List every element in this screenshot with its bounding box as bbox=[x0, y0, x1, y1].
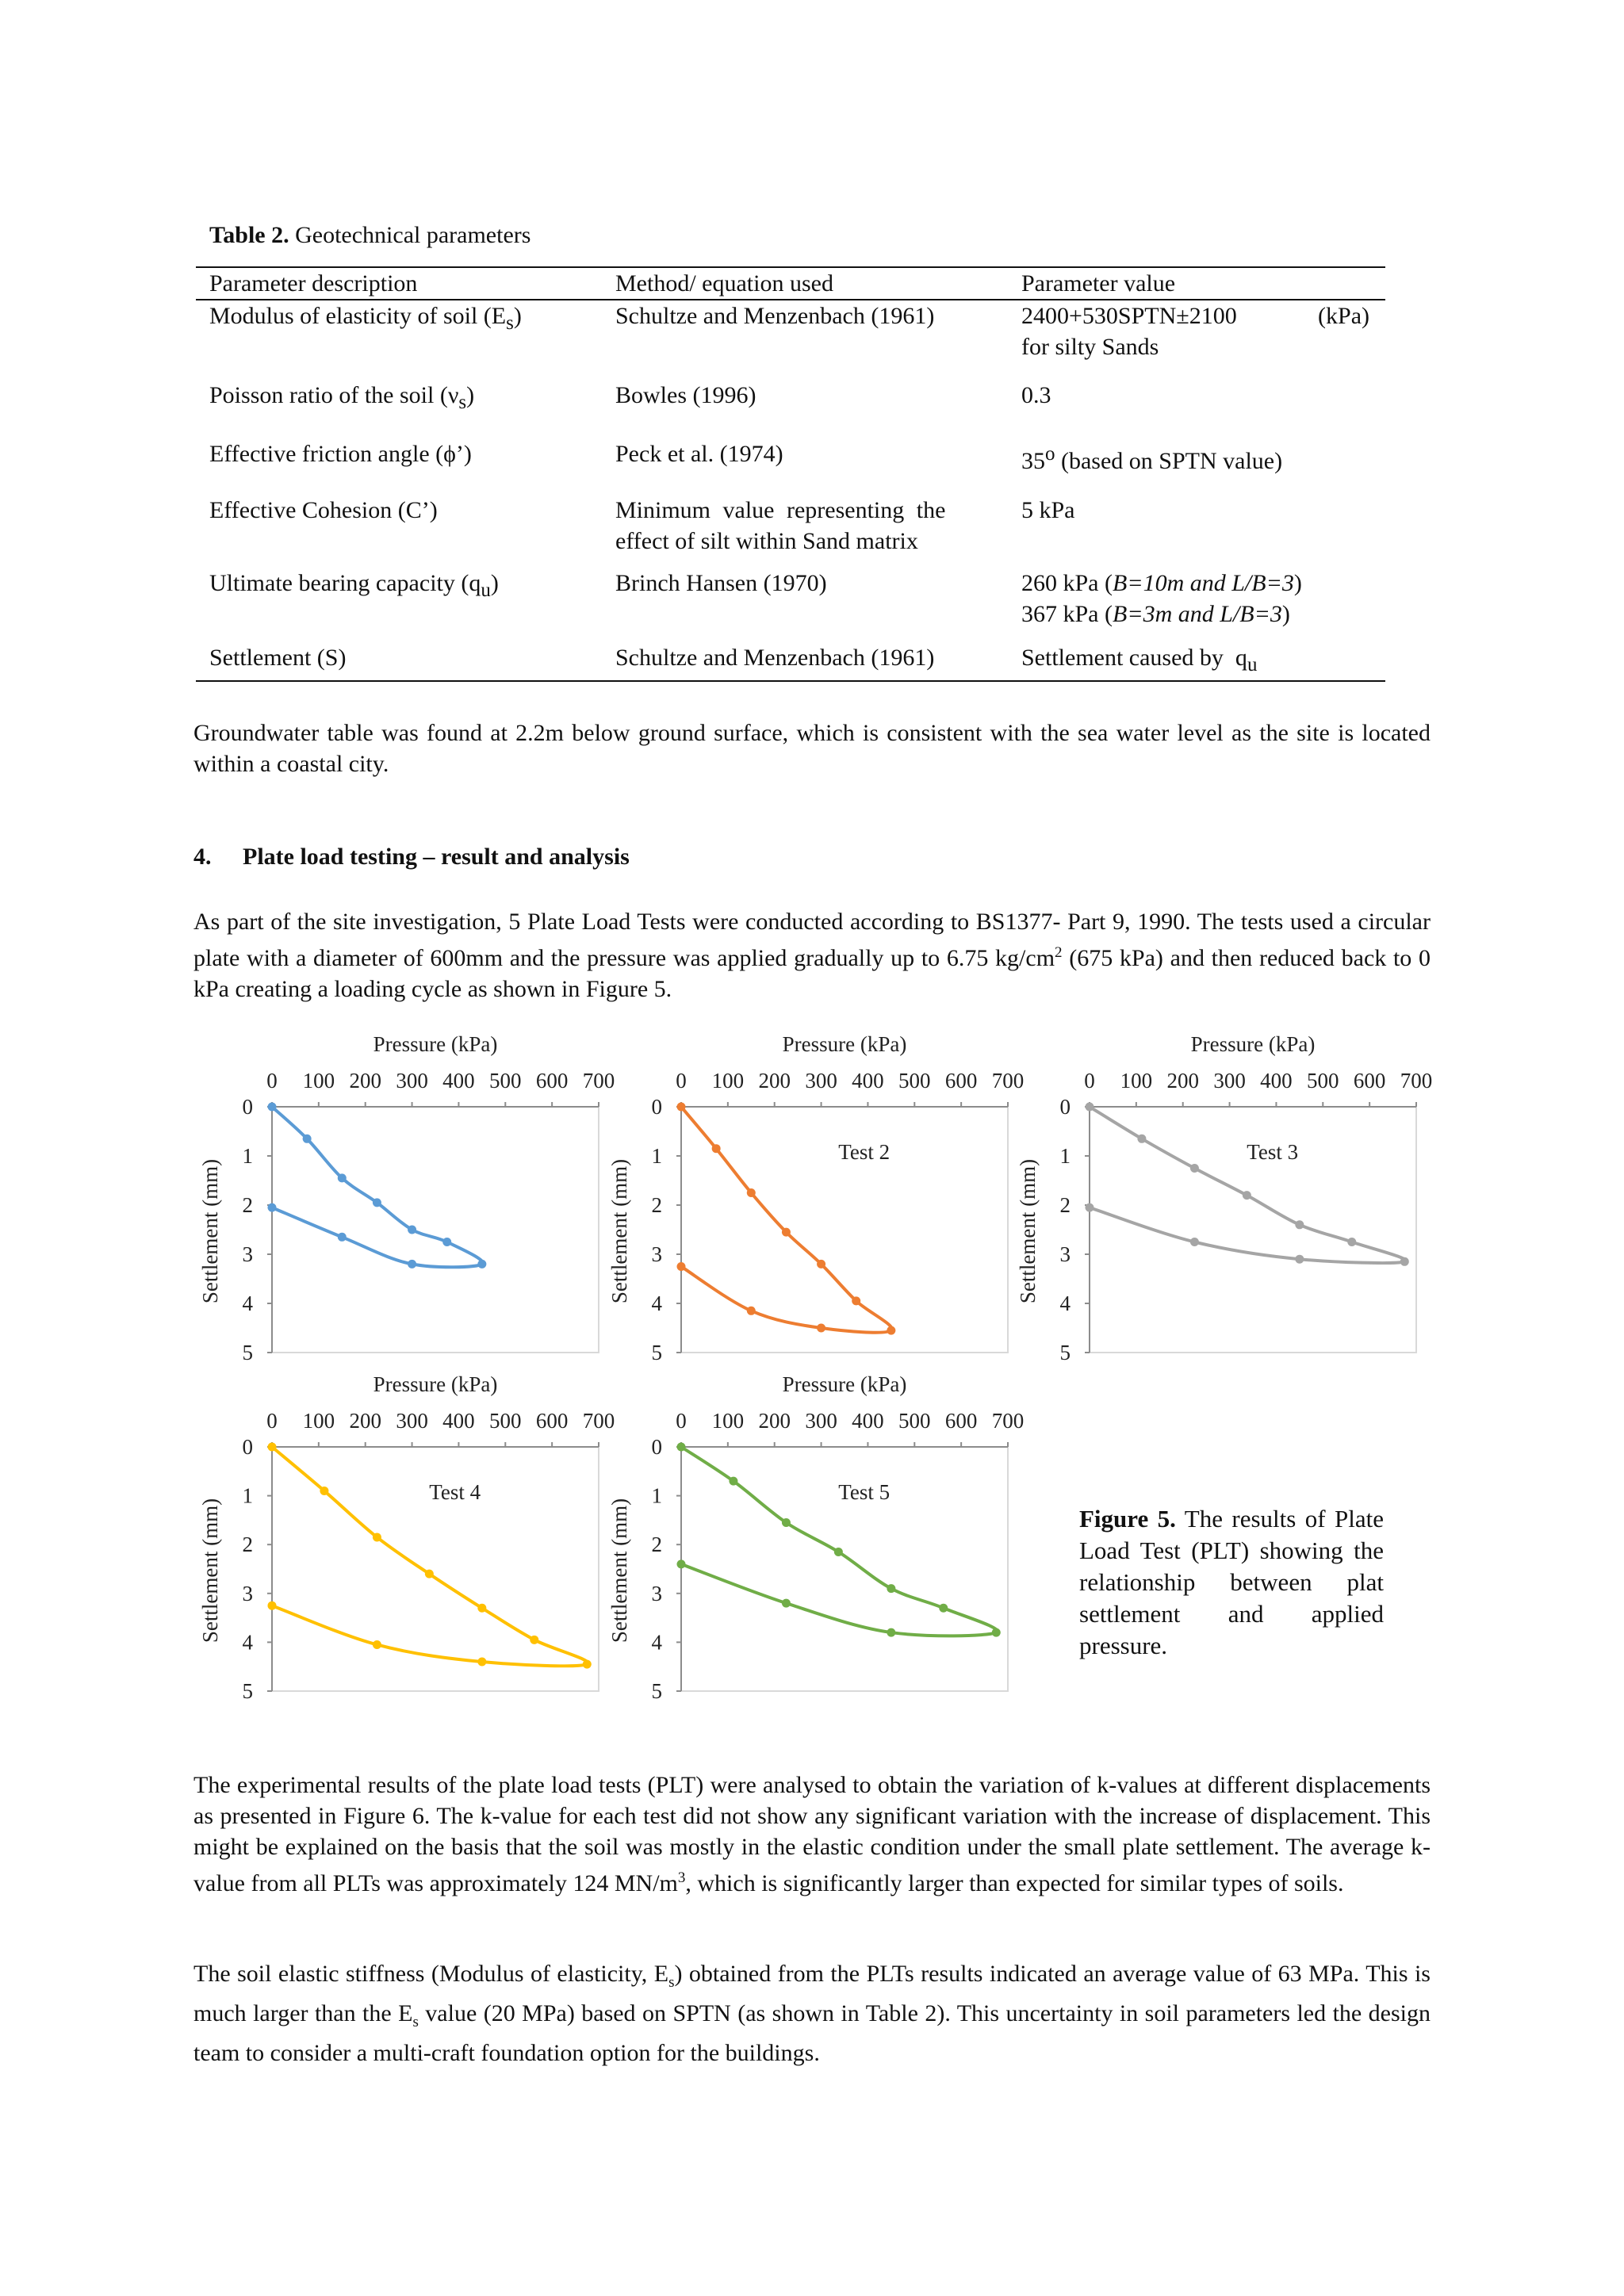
value-text: (based on SPTN value) bbox=[1055, 448, 1283, 474]
x-tick-label: 400 bbox=[852, 1409, 884, 1433]
data-point bbox=[782, 1518, 791, 1527]
data-point bbox=[887, 1326, 895, 1335]
data-point bbox=[338, 1173, 347, 1182]
data-point bbox=[1400, 1257, 1409, 1266]
x-tick-label: 0 bbox=[266, 1409, 278, 1433]
y-tick-label: 5 bbox=[242, 1341, 253, 1364]
x-tick-label: 100 bbox=[302, 1409, 335, 1433]
param-subscript: u bbox=[481, 580, 491, 601]
x-tick-label: 500 bbox=[898, 1069, 931, 1093]
y-tick-label: 3 bbox=[1059, 1242, 1071, 1266]
table-cell: Bowles (1996) bbox=[615, 382, 756, 408]
table-caption-label: Table 2. bbox=[209, 222, 289, 248]
data-point bbox=[338, 1233, 347, 1242]
value-text: Settlement caused by q bbox=[1021, 645, 1247, 671]
figure-caption bbox=[1079, 1503, 1384, 1662]
data-point bbox=[320, 1487, 328, 1495]
x-tick-label: 300 bbox=[805, 1069, 837, 1093]
value-text: ) bbox=[1281, 601, 1290, 627]
y-tick-label: 1 bbox=[651, 1483, 662, 1508]
y-axis-label: Settlement (mm) bbox=[607, 1158, 631, 1304]
table-header-cell: Parameter description bbox=[196, 267, 602, 300]
x-tick-label: 100 bbox=[711, 1069, 745, 1093]
method-text: Minimum value representing the bbox=[615, 497, 946, 523]
value-text: 260 kPa ( bbox=[1021, 570, 1113, 596]
y-tick-label: 2 bbox=[651, 1533, 662, 1557]
data-point bbox=[442, 1238, 451, 1246]
data-point bbox=[729, 1477, 737, 1486]
y-tick-label: 1 bbox=[242, 1144, 253, 1168]
data-point bbox=[1086, 1103, 1094, 1112]
data-point bbox=[817, 1260, 825, 1269]
value-text: ) bbox=[1293, 570, 1302, 596]
y-tick-label: 4 bbox=[651, 1292, 662, 1315]
paragraph-text: , which is significantly larger than expected for similar types of soils. bbox=[685, 1870, 1344, 1896]
data-point bbox=[477, 1658, 486, 1667]
data-point bbox=[477, 1604, 486, 1613]
x-tick-label: 700 bbox=[582, 1069, 615, 1093]
data-point bbox=[782, 1228, 791, 1237]
table-cell: 5 kPa bbox=[1021, 497, 1075, 523]
data-point bbox=[1190, 1238, 1199, 1246]
paragraph-k-value bbox=[193, 1770, 1431, 1899]
y-tick-label: 4 bbox=[242, 1292, 253, 1315]
paragraph-text: The soil elastic stiffness (Modulus of elasticity, E bbox=[193, 1961, 669, 1987]
section-number: 4. bbox=[193, 844, 212, 870]
table-cell: Schultze and Menzenbach (1961) bbox=[602, 642, 1008, 681]
y-tick-label: 4 bbox=[1059, 1292, 1071, 1315]
data-point bbox=[583, 1660, 592, 1669]
x-tick-label: 300 bbox=[805, 1409, 837, 1433]
x-axis-label: Pressure (kPa) bbox=[782, 1372, 907, 1396]
paragraph-text: (675 kPa) and then reduced back to 0 kPa creating a loading cycle as shown in Figure 5. bbox=[193, 945, 1431, 1002]
table-cell: Effective friction angle (ϕ’) bbox=[209, 441, 472, 467]
chart-title: Test 5 bbox=[838, 1480, 891, 1504]
data-point bbox=[677, 1262, 686, 1271]
value-superscript: o bbox=[1045, 443, 1055, 465]
data-point bbox=[677, 1443, 686, 1452]
subscript: s bbox=[668, 1974, 675, 1991]
x-tick-label: 100 bbox=[711, 1409, 745, 1433]
y-tick-label: 3 bbox=[651, 1242, 662, 1266]
data-point bbox=[992, 1628, 1001, 1637]
table-cell: Schultze and Menzenbach (1961) bbox=[615, 303, 935, 329]
x-axis-label: Pressure (kPa) bbox=[1190, 1032, 1316, 1056]
x-tick-label: 300 bbox=[396, 1409, 428, 1433]
y-tick-label: 2 bbox=[242, 1193, 253, 1217]
y-axis-label: Settlement (mm) bbox=[198, 1498, 222, 1644]
x-tick-label: 400 bbox=[442, 1069, 475, 1093]
x-tick-label: 200 bbox=[758, 1069, 791, 1093]
value-italic: B=3m and L/B=3 bbox=[1113, 601, 1282, 627]
y-tick-label: 2 bbox=[651, 1193, 662, 1217]
data-point bbox=[373, 1640, 381, 1649]
paragraph-text: As part of the site investigation, 5 Plate Load Tests were conducted according to BS1377- Part 9, 1990. The tests used a circular plate with a diameter of 600mm and the pressure was applied gradually up to 6.75 kg/cm bbox=[193, 909, 1431, 971]
table-cell: Brinch Hansen (1970) bbox=[615, 570, 827, 596]
section-title: Plate load testing – result and analysis bbox=[243, 844, 630, 870]
param-text: Ultimate bearing capacity (q bbox=[209, 570, 481, 596]
y-tick-label: 1 bbox=[1059, 1144, 1071, 1168]
superscript: 2 bbox=[1055, 944, 1063, 961]
table-cell: 0.3 bbox=[1021, 382, 1051, 408]
method-text: effect of silt within Sand matrix bbox=[615, 528, 918, 554]
paragraph-text: value (20 MPa) based on SPTN (as shown in Table 2). This uncertainty in soil parameters led the design team to consider a multi-craft foundation option for the buildings. bbox=[193, 2000, 1431, 2066]
figure-caption-text: The results of Plate Load Test (PLT) showing the relationship between plat settlement and applied pressure. bbox=[1079, 1505, 1384, 1659]
x-tick-label: 200 bbox=[758, 1409, 791, 1433]
x-tick-label: 200 bbox=[1166, 1069, 1199, 1093]
chart-title: Test 2 bbox=[838, 1140, 891, 1164]
data-point bbox=[1347, 1238, 1356, 1246]
x-tick-label: 500 bbox=[898, 1409, 931, 1433]
x-tick-label: 400 bbox=[442, 1409, 475, 1433]
y-tick-label: 2 bbox=[242, 1533, 253, 1557]
table-cell: Effective Cohesion (C’) bbox=[209, 497, 438, 523]
x-tick-label: 500 bbox=[489, 1409, 522, 1433]
data-point bbox=[887, 1584, 895, 1593]
data-point bbox=[782, 1599, 791, 1608]
data-point bbox=[1190, 1164, 1199, 1173]
y-tick-label: 0 bbox=[1059, 1095, 1071, 1119]
data-point bbox=[268, 1443, 277, 1452]
y-tick-label: 5 bbox=[651, 1679, 662, 1703]
y-axis-label: Settlement (mm) bbox=[1016, 1158, 1040, 1304]
y-tick-label: 3 bbox=[242, 1242, 253, 1266]
x-tick-label: 700 bbox=[1400, 1069, 1433, 1093]
data-point bbox=[1295, 1220, 1304, 1229]
paragraph-groundwater: Groundwater table was found at 2.2m below ground surface, which is consistent with the sea water level as the site is located within a coastal city. bbox=[193, 720, 1431, 777]
y-tick-label: 5 bbox=[1059, 1341, 1071, 1364]
x-axis-label: Pressure (kPa) bbox=[782, 1032, 907, 1056]
data-point bbox=[939, 1604, 948, 1613]
paragraph-elastic-stiffness bbox=[193, 1958, 1431, 2068]
figure-caption-label: Figure 5. bbox=[1079, 1505, 1176, 1533]
x-tick-label: 300 bbox=[396, 1069, 428, 1093]
data-point bbox=[747, 1307, 756, 1315]
value-subscript: u bbox=[1247, 654, 1258, 675]
data-point bbox=[677, 1103, 686, 1112]
x-tick-label: 0 bbox=[1084, 1069, 1095, 1093]
y-tick-label: 4 bbox=[651, 1630, 662, 1655]
y-tick-label: 0 bbox=[651, 1095, 662, 1119]
value-italic: B=10m and L/B=3 bbox=[1113, 570, 1294, 596]
x-tick-label: 0 bbox=[266, 1069, 278, 1093]
data-point bbox=[1086, 1203, 1094, 1212]
table-caption-text: Geotechnical parameters bbox=[289, 222, 531, 248]
y-tick-label: 1 bbox=[651, 1144, 662, 1168]
table-cell: Settlement (S) bbox=[196, 642, 602, 681]
data-point bbox=[373, 1533, 381, 1541]
y-tick-label: 3 bbox=[651, 1581, 662, 1605]
x-tick-label: 700 bbox=[582, 1409, 615, 1433]
y-axis-label: Settlement (mm) bbox=[198, 1158, 222, 1304]
data-point bbox=[747, 1188, 756, 1197]
table-header-cell: Parameter value bbox=[1008, 267, 1385, 300]
x-tick-label: 600 bbox=[944, 1069, 978, 1093]
param-text-end: ) bbox=[513, 303, 522, 329]
data-point bbox=[408, 1260, 416, 1269]
superscript: 3 bbox=[677, 1869, 686, 1886]
data-point bbox=[477, 1260, 486, 1269]
x-tick-label: 100 bbox=[302, 1069, 335, 1093]
x-tick-label: 600 bbox=[1353, 1069, 1386, 1093]
param-text-end: ) bbox=[490, 570, 499, 596]
y-tick-label: 5 bbox=[651, 1341, 662, 1364]
data-point bbox=[373, 1198, 381, 1207]
y-tick-label: 5 bbox=[242, 1679, 253, 1703]
y-axis-label: Settlement (mm) bbox=[607, 1498, 631, 1644]
param-text: Modulus of elasticity of soil (E bbox=[209, 303, 507, 329]
x-tick-label: 300 bbox=[1213, 1069, 1246, 1093]
subscript: s bbox=[412, 2014, 419, 2030]
data-point bbox=[817, 1324, 825, 1333]
x-tick-label: 600 bbox=[535, 1069, 569, 1093]
param-subscript: s bbox=[506, 312, 514, 334]
y-tick-label: 4 bbox=[242, 1630, 253, 1655]
x-tick-label: 500 bbox=[1307, 1069, 1339, 1093]
data-point bbox=[303, 1135, 312, 1143]
data-point bbox=[268, 1601, 277, 1610]
data-point bbox=[268, 1203, 277, 1212]
x-tick-label: 0 bbox=[676, 1409, 687, 1433]
data-point bbox=[530, 1636, 538, 1644]
data-point bbox=[677, 1559, 686, 1568]
chart-title: Test 4 bbox=[429, 1480, 481, 1504]
x-tick-label: 200 bbox=[349, 1409, 381, 1433]
data-point bbox=[834, 1548, 843, 1556]
x-tick-label: 400 bbox=[852, 1069, 884, 1093]
x-axis-label: Pressure (kPa) bbox=[373, 1372, 498, 1396]
y-tick-label: 0 bbox=[651, 1435, 662, 1459]
y-tick-label: 0 bbox=[242, 1095, 253, 1119]
x-tick-label: 400 bbox=[1260, 1069, 1293, 1093]
value-text: 367 kPa ( bbox=[1021, 601, 1113, 627]
data-point bbox=[1243, 1191, 1251, 1200]
value-unit: (kPa) bbox=[1318, 303, 1369, 329]
data-point bbox=[852, 1296, 860, 1305]
y-tick-label: 0 bbox=[242, 1435, 253, 1459]
series-line bbox=[1090, 1107, 1406, 1263]
x-axis-label: Pressure (kPa) bbox=[373, 1032, 498, 1056]
data-point bbox=[408, 1226, 416, 1234]
param-subscript: s bbox=[458, 392, 467, 413]
table-cell: Peck et al. (1974) bbox=[615, 441, 783, 467]
y-tick-label: 3 bbox=[242, 1581, 253, 1605]
x-tick-label: 600 bbox=[535, 1409, 569, 1433]
x-tick-label: 500 bbox=[489, 1069, 522, 1093]
y-tick-label: 2 bbox=[1059, 1193, 1071, 1217]
value-text: 2400+530SPTN±2100 bbox=[1021, 303, 1237, 329]
param-text-end: ) bbox=[466, 382, 475, 408]
data-point bbox=[887, 1628, 895, 1637]
param-text: Poisson ratio of the soil (ν bbox=[209, 382, 459, 408]
x-tick-label: 600 bbox=[944, 1409, 978, 1433]
data-point bbox=[712, 1144, 721, 1153]
y-tick-label: 1 bbox=[242, 1483, 253, 1508]
data-point bbox=[1137, 1135, 1146, 1143]
value-text: 35 bbox=[1021, 448, 1045, 474]
x-tick-label: 0 bbox=[676, 1069, 687, 1093]
paragraph-text: ) obtained from the PLTs results indicated an average value of 63 MPa. This is much larger than the E bbox=[193, 1961, 1431, 2026]
paragraph-text: The experimental results of the plate load tests (PLT) were analysed to obtain the variation of k-values at different displacements as presented in Figure 6. The k-value for each test did not show any significant variation with the increase of displacement. This might be explained on the basis that the soil was mostly in the elastic condition under the small plate settlement. The average k-value from all PLTs was approximately 124 MN/m bbox=[193, 1772, 1431, 1896]
x-tick-label: 700 bbox=[991, 1069, 1025, 1093]
value-text: for silty Sands bbox=[1021, 334, 1159, 360]
x-tick-label: 700 bbox=[991, 1409, 1025, 1433]
series-line bbox=[681, 1447, 998, 1636]
x-tick-label: 200 bbox=[349, 1069, 381, 1093]
x-tick-label: 100 bbox=[1120, 1069, 1153, 1093]
chart-title: Test 3 bbox=[1247, 1140, 1299, 1164]
data-point bbox=[268, 1103, 277, 1112]
data-point bbox=[425, 1570, 434, 1578]
data-point bbox=[1295, 1255, 1304, 1264]
table-header-cell: Method/ equation used bbox=[602, 267, 1008, 300]
